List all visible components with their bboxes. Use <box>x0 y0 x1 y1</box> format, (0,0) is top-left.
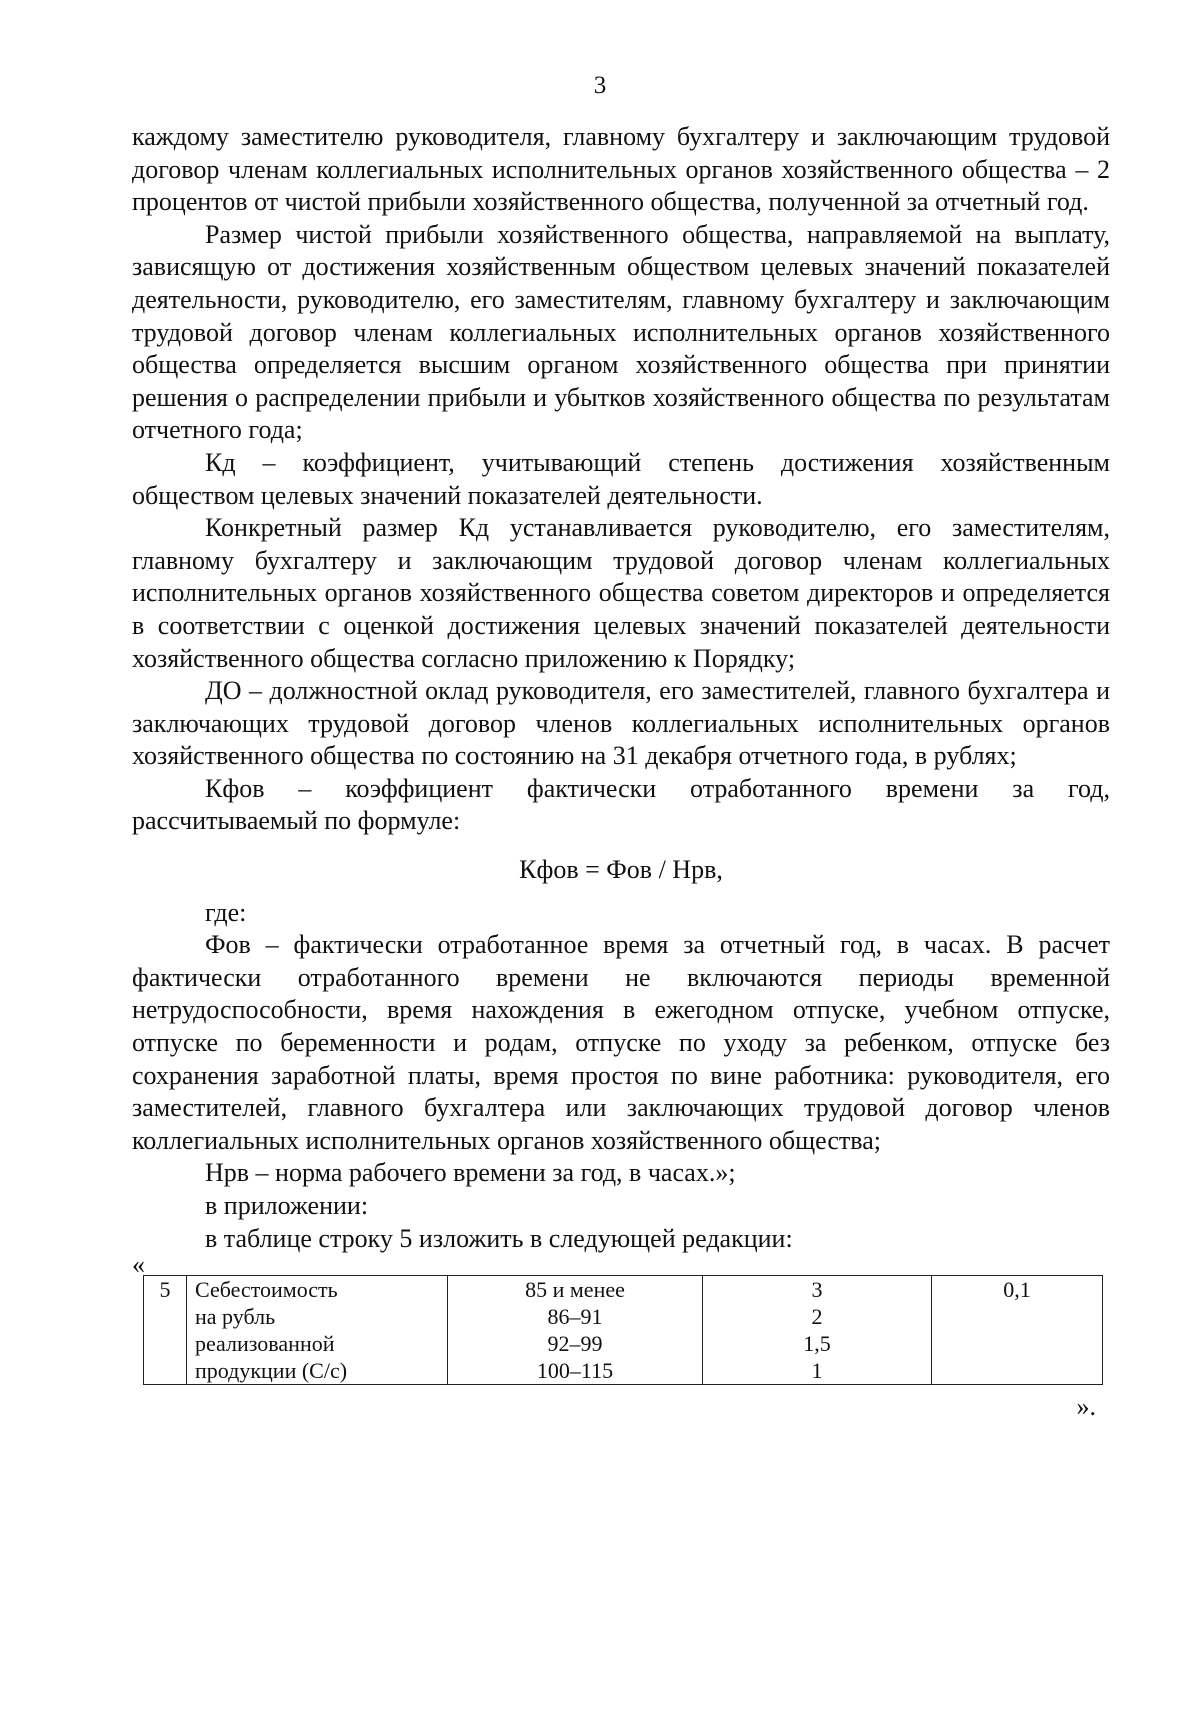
weight-cell: 0,1 <box>932 1276 1103 1385</box>
paragraph-where: где: <box>205 897 247 927</box>
page-number: 3 <box>593 72 607 99</box>
paragraph-continuation: каждому заместителю руководителя, главному бухгалтеру и заключающим трудовой договор членам коллегиальных исполнительных органов хозяйственного общества – 2 процентов от чистой прибыли хозяйственного общества, полученной за отчетный год. <box>132 122 1110 217</box>
document-body <box>132 121 1110 1424</box>
paragraph-table-instruction: в таблице строку 5 изложить в следующей редакции: <box>205 1223 793 1253</box>
indicator-line: реализованной <box>195 1331 335 1357</box>
paragraph-nrv-definition: Нрв – норма рабочего времени за год, в часах.»; <box>205 1158 736 1188</box>
range-value: 86–91 <box>547 1304 603 1330</box>
range-value: 92–99 <box>547 1331 603 1357</box>
opening-quote: « <box>132 1250 145 1280</box>
indicator-name-cell <box>187 1276 448 1385</box>
range-cell <box>448 1276 703 1385</box>
indicator-line: Себестоимость <box>195 1277 338 1303</box>
paragraph-kfov-definition: Кфов – коэффициент фактически отработанного времени за год, рассчитываемый по формуле: <box>132 773 1110 836</box>
score-value: 1,5 <box>803 1331 831 1357</box>
score-value: 2 <box>811 1304 823 1330</box>
score-value: 3 <box>811 1277 823 1303</box>
row-number-cell: 5 <box>144 1276 187 1385</box>
closing-quote: ». <box>1076 1392 1096 1422</box>
range-value: 100–115 <box>536 1358 614 1384</box>
indicator-line: на рубль <box>195 1304 276 1330</box>
indicator-line: продукции (С/с) <box>195 1358 348 1384</box>
score-value: 1 <box>811 1358 823 1384</box>
indicator-table <box>143 1275 1103 1385</box>
paragraph-kd-definition: Кд – коэффициент, учитывающий степень достижения хозяйственным обществом целевых значений показателей деятельности. <box>132 447 1110 510</box>
paragraph-net-profit-size: Размер чистой прибыли хозяйственного общества, направляемой на выплату, зависящую от достижения хозяйственным обществом целевых значений показателей деятельности, руководителю, его заместителям, главному бухгалтеру и заключающим трудовой договор членам коллегиальных исполнительных органов хозяйственного общества определяется высшим органом хозяйственного общества при принятии решения о распределении прибыли и убытков хозяйственного общества по результатам отчетного года; <box>132 219 1110 445</box>
range-value: 85 и менее <box>525 1277 625 1303</box>
paragraph-do-definition: ДО – должностной оклад руководителя, его заместителей, главного бухгалтера и заключающих трудовой договор членов коллегиальных исполнительных органов хозяйственного общества по состоянию на 31 декабря отчетного года, в рублях; <box>132 676 1110 771</box>
score-cell <box>703 1276 932 1385</box>
formula-kfov: Кфов = Фов / Нрв, <box>519 855 723 885</box>
paragraph-in-appendix: в приложении: <box>205 1191 369 1220</box>
table-row <box>144 1276 1103 1385</box>
paragraph-fov-definition: Фов – фактически отработанное время за отчетный год, в часах. В расчет фактически отработанного времени не включаются периоды временной нетрудоспособности, время нахождения в ежегодном отпуске, учебном отпуске, отпуске по беременности и родам, отпуске по уходу за ребенком, отпуске без сохранения заработной платы, время простоя по вине работника: руководителя, его заместителей, главного бухгалтера или заключающих трудовой договор членов коллегиальных исполнительных органов хозяйственного общества; <box>132 930 1110 1155</box>
paragraph-kd-amount: Конкретный размер Кд устанавливается руководителю, его заместителям, главному бухгалтеру и заключающим трудовой договор членам коллегиальных исполнительных органов хозяйственного общества советом директоров и определяется в соответствии с оценкой достижения целевых значений показателей деятельности хозяйственного общества согласно приложению к Порядку; <box>132 513 1110 673</box>
